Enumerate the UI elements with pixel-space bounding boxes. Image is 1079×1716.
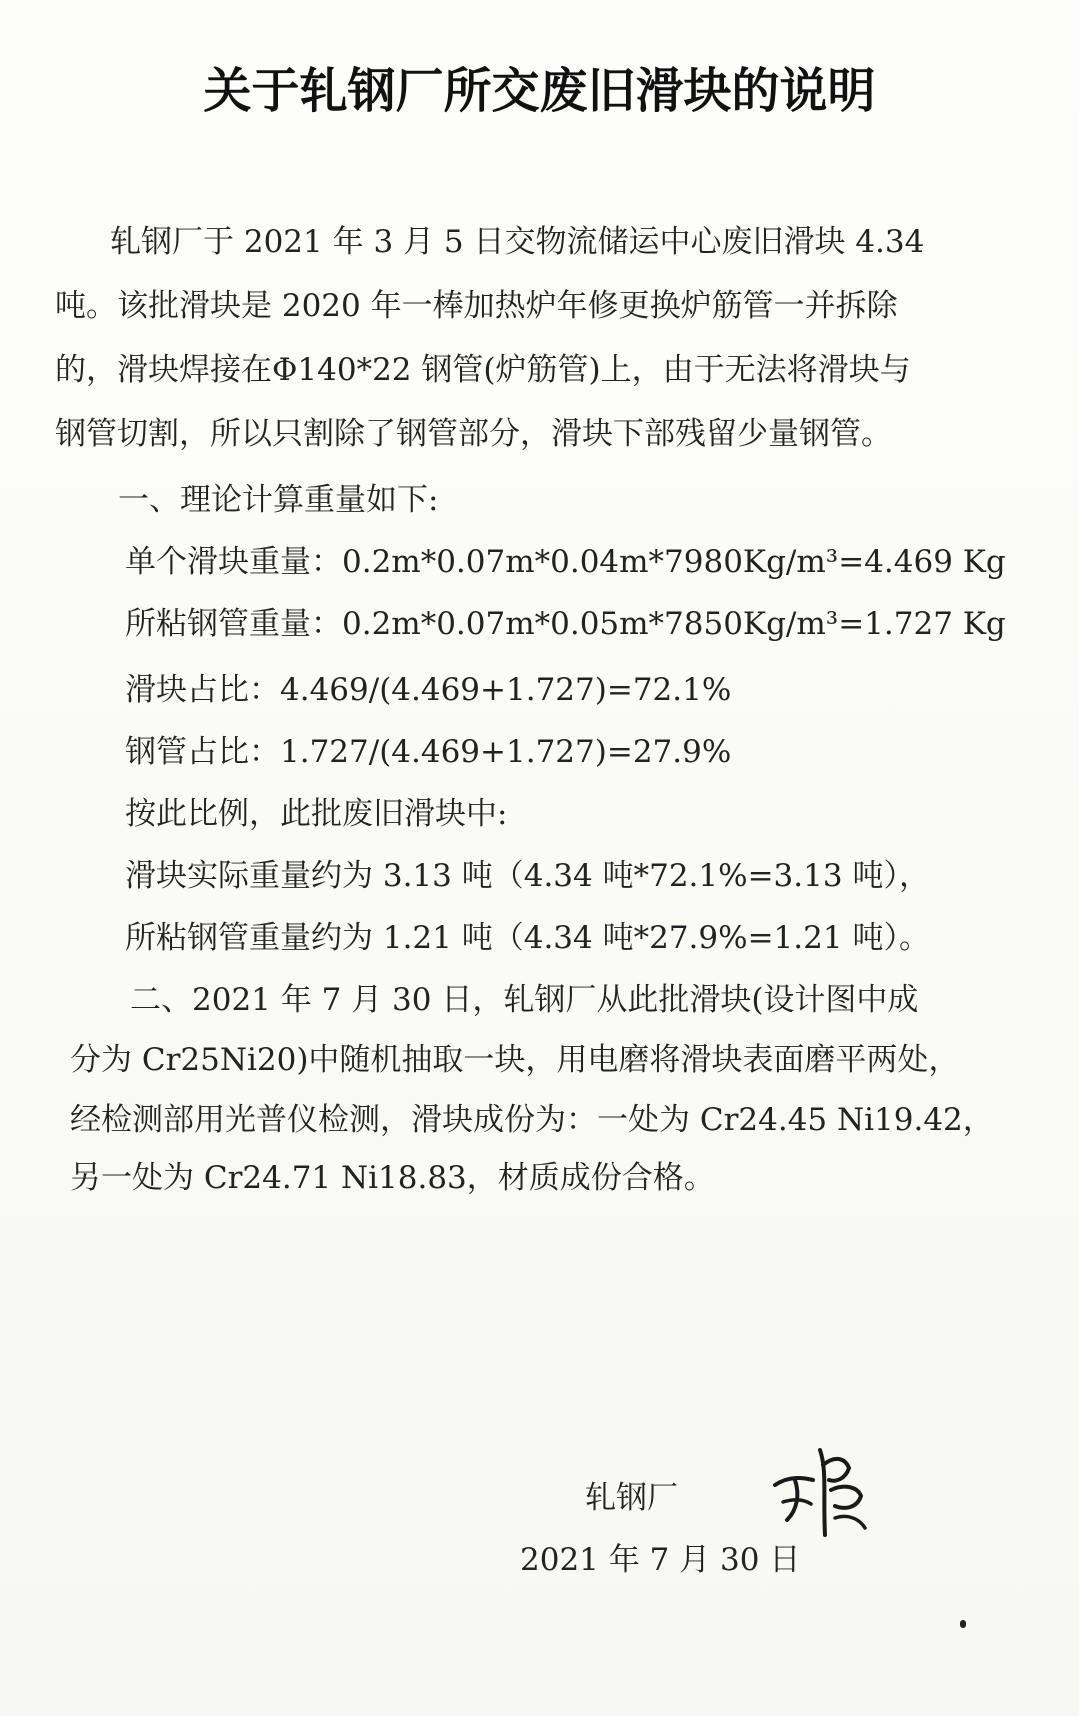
section-heading: 二、2021 年 7 月 30 日，轧钢厂从此批滑块(设计图中成 [130, 982, 919, 1018]
ink-dot [960, 1620, 966, 1628]
paragraph-line: 吨。该批滑块是 2020 年一棒加热炉年修更换炉筋管一并拆除 [55, 288, 898, 324]
paragraph-line: 钢管切割，所以只割除了钢管部分，滑块下部残留少量钢管。 [55, 416, 892, 452]
formula-line: 所粘钢管重量：0.2m*0.07m*0.05m*7850Kg/m³=1.727 Kg [125, 606, 1006, 642]
formula-line: 钢管占比：1.727/(4.469+1.727)=27.9% [125, 734, 732, 770]
paragraph-line: 轧钢厂于 2021 年 3 月 5 日交物流储运中心废旧滑块 4.34 [110, 224, 925, 260]
paragraph-line: 分为 Cr25Ni20)中随机抽取一块，用电磨将滑块表面磨平两处， [70, 1042, 960, 1078]
paragraph-line: 按此比例，此批废旧滑块中: [125, 796, 508, 832]
document-title: 关于轧钢厂所交废旧滑块的说明 [203, 63, 876, 119]
paragraph-line: 另一处为 Cr24.71 Ni18.83，材质成份合格。 [70, 1160, 715, 1196]
formula-line: 单个滑块重量：0.2m*0.07m*0.04m*7980Kg/m³=4.469 Kg [125, 544, 1006, 580]
section-heading: 一、理论计算重量如下: [118, 482, 439, 518]
handwritten-signature [765, 1440, 885, 1550]
formula-line: 滑块占比：4.469/(4.469+1.727)=72.1% [125, 672, 732, 708]
paragraph-line: 的，滑块焊接在Φ140*22 钢管(炉筋管)上，由于无法将滑块与 [55, 352, 911, 388]
signoff-date: 2021 年 7 月 30 日 [520, 1542, 801, 1578]
paragraph-line: 滑块实际重量约为 3.13 吨（4.34 吨*72.1%=3.13 吨）， [125, 858, 930, 894]
paragraph-line: 经检测部用光普仪检测，滑块成份为：一处为 Cr24.45 Ni19.42， [70, 1102, 994, 1138]
paragraph-line: 所粘钢管重量约为 1.21 吨（4.34 吨*27.9%=1.21 吨）。 [125, 920, 930, 956]
signoff-org: 轧钢厂 [585, 1480, 678, 1516]
